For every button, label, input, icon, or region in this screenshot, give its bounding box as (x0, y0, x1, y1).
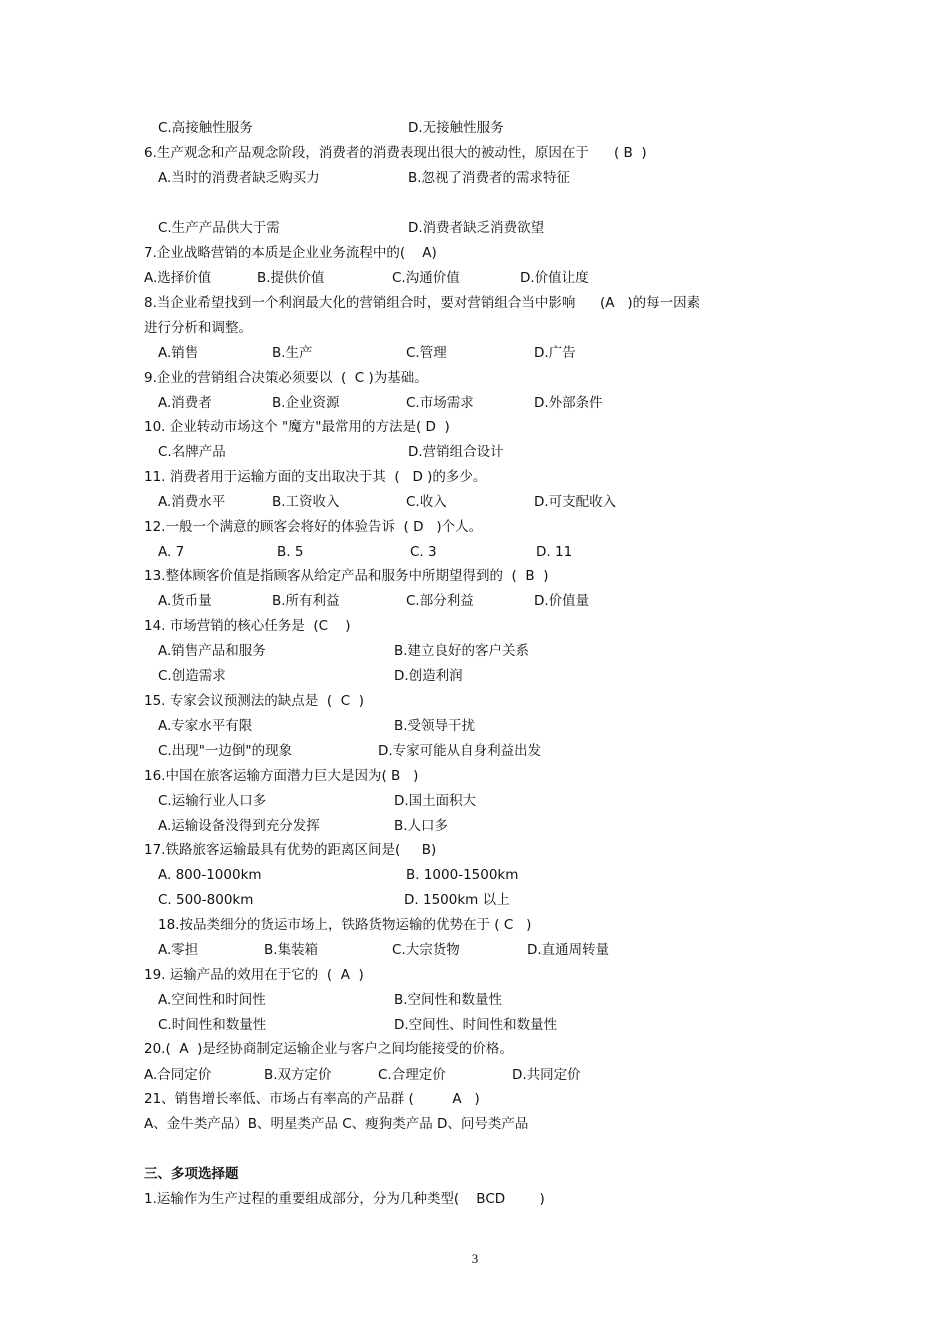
question-text: (A )的每一因素 (600, 295, 701, 311)
question-text: 1.运输作为生产过程的重要组成部分，分为几种类型( BCD ) (144, 1191, 545, 1207)
option-text: D.可支配收入 (534, 494, 617, 510)
option-text: B.人口多 (394, 818, 449, 834)
question-text: 16.中国在旅客运输方面潜力巨大是因为( B ) (144, 768, 419, 784)
option-text: A.销售 (158, 345, 199, 361)
option-text: C. 500-800km (158, 892, 254, 908)
option-text: B.所有利益 (272, 593, 340, 609)
option-text: A. 800-1000km (158, 867, 262, 883)
option-text: C.高接触性服务 (158, 120, 253, 136)
option-text: B.忽视了消费者的需求特征 (408, 170, 571, 186)
question-text: 11. 消费者用于运输方面的支出取决于其 ( D )的多少。 (144, 469, 487, 485)
option-text: D.价值让度 (520, 270, 589, 286)
option-text: B.企业资源 (272, 395, 340, 411)
option-text: D.广告 (534, 345, 576, 361)
option-text: D.消费者缺乏消费欲望 (408, 220, 545, 236)
question-text: ( B ) (614, 145, 647, 161)
option-text: C.市场需求 (406, 395, 474, 411)
option-text: B. 1000-1500km (406, 867, 519, 883)
option-text: C.出现"一边倒"的现象 (158, 743, 293, 759)
option-text: D.无接触性服务 (408, 120, 504, 136)
option-text: A.当时的消费者缺乏购买力 (158, 170, 320, 186)
option-text: D. 11 (536, 544, 573, 560)
option-text: C.时间性和数量性 (158, 1017, 267, 1033)
option-text: A.消费水平 (158, 494, 226, 510)
option-text: A.专家水平有限 (158, 718, 253, 734)
question-text: 15. 专家会议预测法的缺点是 ( C ) (144, 693, 364, 709)
option-text: D.专家可能从自身利益出发 (378, 743, 542, 759)
option-text: A.合同定价 (144, 1067, 212, 1083)
question-text: 进行分析和调整。 (144, 320, 252, 336)
option-text: C.运输行业人口多 (158, 793, 267, 809)
option-text: A.选择价值 (144, 270, 212, 286)
option-text: B.提供价值 (257, 270, 325, 286)
option-text: D.创造利润 (394, 668, 463, 684)
option-text: B.工资收入 (272, 494, 340, 510)
question-text: 14. 市场营销的核心任务是 (C ) (144, 618, 351, 634)
option-text: B.空间性和数量性 (394, 992, 503, 1008)
option-text: C.合理定价 (378, 1067, 446, 1083)
question-text: 13.整体顾客价值是指顾客从给定产品和服务中所期望得到的 ( B ) (144, 568, 549, 584)
page-number: 3 (471, 1251, 479, 1266)
option-text: C.收入 (406, 494, 447, 510)
option-text: D.营销组合设计 (408, 444, 504, 460)
question-text: 12.一般一个满意的顾客会将好的体验告诉 ( D )个人。 (144, 519, 483, 535)
option-text: C.部分利益 (406, 593, 474, 609)
question-text: 9.企业的营销组合决策必须要以 ( C )为基础。 (144, 370, 428, 386)
option-text: A.空间性和时间性 (158, 992, 266, 1008)
option-text: C.名牌产品 (158, 444, 226, 460)
option-text: C. 3 (410, 544, 437, 560)
option-text: D.共同定价 (512, 1067, 581, 1083)
option-text: C.大宗货物 (392, 942, 460, 958)
question-text: 7.企业战略营销的本质是企业业务流程中的( A) (144, 245, 437, 261)
option-text: C.管理 (406, 345, 447, 361)
option-text: C.创造需求 (158, 668, 226, 684)
option-text: A.零担 (158, 942, 199, 958)
option-text: B.生产 (272, 345, 313, 361)
section-heading: 三、多项选择题 (144, 1166, 239, 1182)
option-text: B.双方定价 (264, 1067, 332, 1083)
option-text: C.生产产品供大于需 (158, 220, 280, 236)
question-text: A、金牛类产品）B、明星类产品 C、瘦狗类产品 D、问号类产品 (144, 1116, 529, 1132)
question-text: 17.铁路旅客运输最具有优势的距离区间是( B) (144, 842, 437, 858)
option-text: B. 5 (277, 544, 304, 560)
option-text: A.货币量 (158, 593, 212, 609)
option-text: D.外部条件 (534, 395, 603, 411)
option-text: A.运输设备没得到充分发挥 (158, 818, 320, 834)
option-text: D.价值量 (534, 593, 590, 609)
option-text: D.直通周转量 (527, 942, 610, 958)
question-text: 19. 运输产品的效用在于它的 ( A ) (144, 967, 364, 983)
option-text: B.建立良好的客户关系 (394, 643, 530, 659)
option-text: A. 7 (158, 544, 185, 560)
question-text: 20.( A )是经协商制定运输企业与客户之间均能接受的价格。 (144, 1041, 513, 1057)
option-text: D.国土面积大 (394, 793, 477, 809)
option-text: D.空间性、时间性和数量性 (394, 1017, 558, 1033)
option-text: C.沟通价值 (392, 270, 460, 286)
question-text: 6.生产观念和产品观念阶段，消费者的消费表现出很大的被动性，原因在于 (144, 145, 589, 161)
option-text: A.消费者 (158, 395, 212, 411)
option-text: A.销售产品和服务 (158, 643, 266, 659)
question-text: 10. 企业转动市场这个 "魔方"最常用的方法是( D ) (144, 419, 450, 435)
question-text: 8.当企业希望找到一个利润最大化的营销组合时，要对营销组合当中影响 (144, 295, 576, 311)
question-text: 21、销售增长率低、市场占有率高的产品群 ( A ) (144, 1091, 480, 1107)
option-text: B.集装箱 (264, 942, 319, 958)
option-text: D. 1500km 以上 (404, 892, 510, 908)
option-text: B.受领导干扰 (394, 718, 476, 734)
question-text: 18.按品类细分的货运市场上，铁路货物运输的优势在于 ( C ) (158, 917, 532, 933)
